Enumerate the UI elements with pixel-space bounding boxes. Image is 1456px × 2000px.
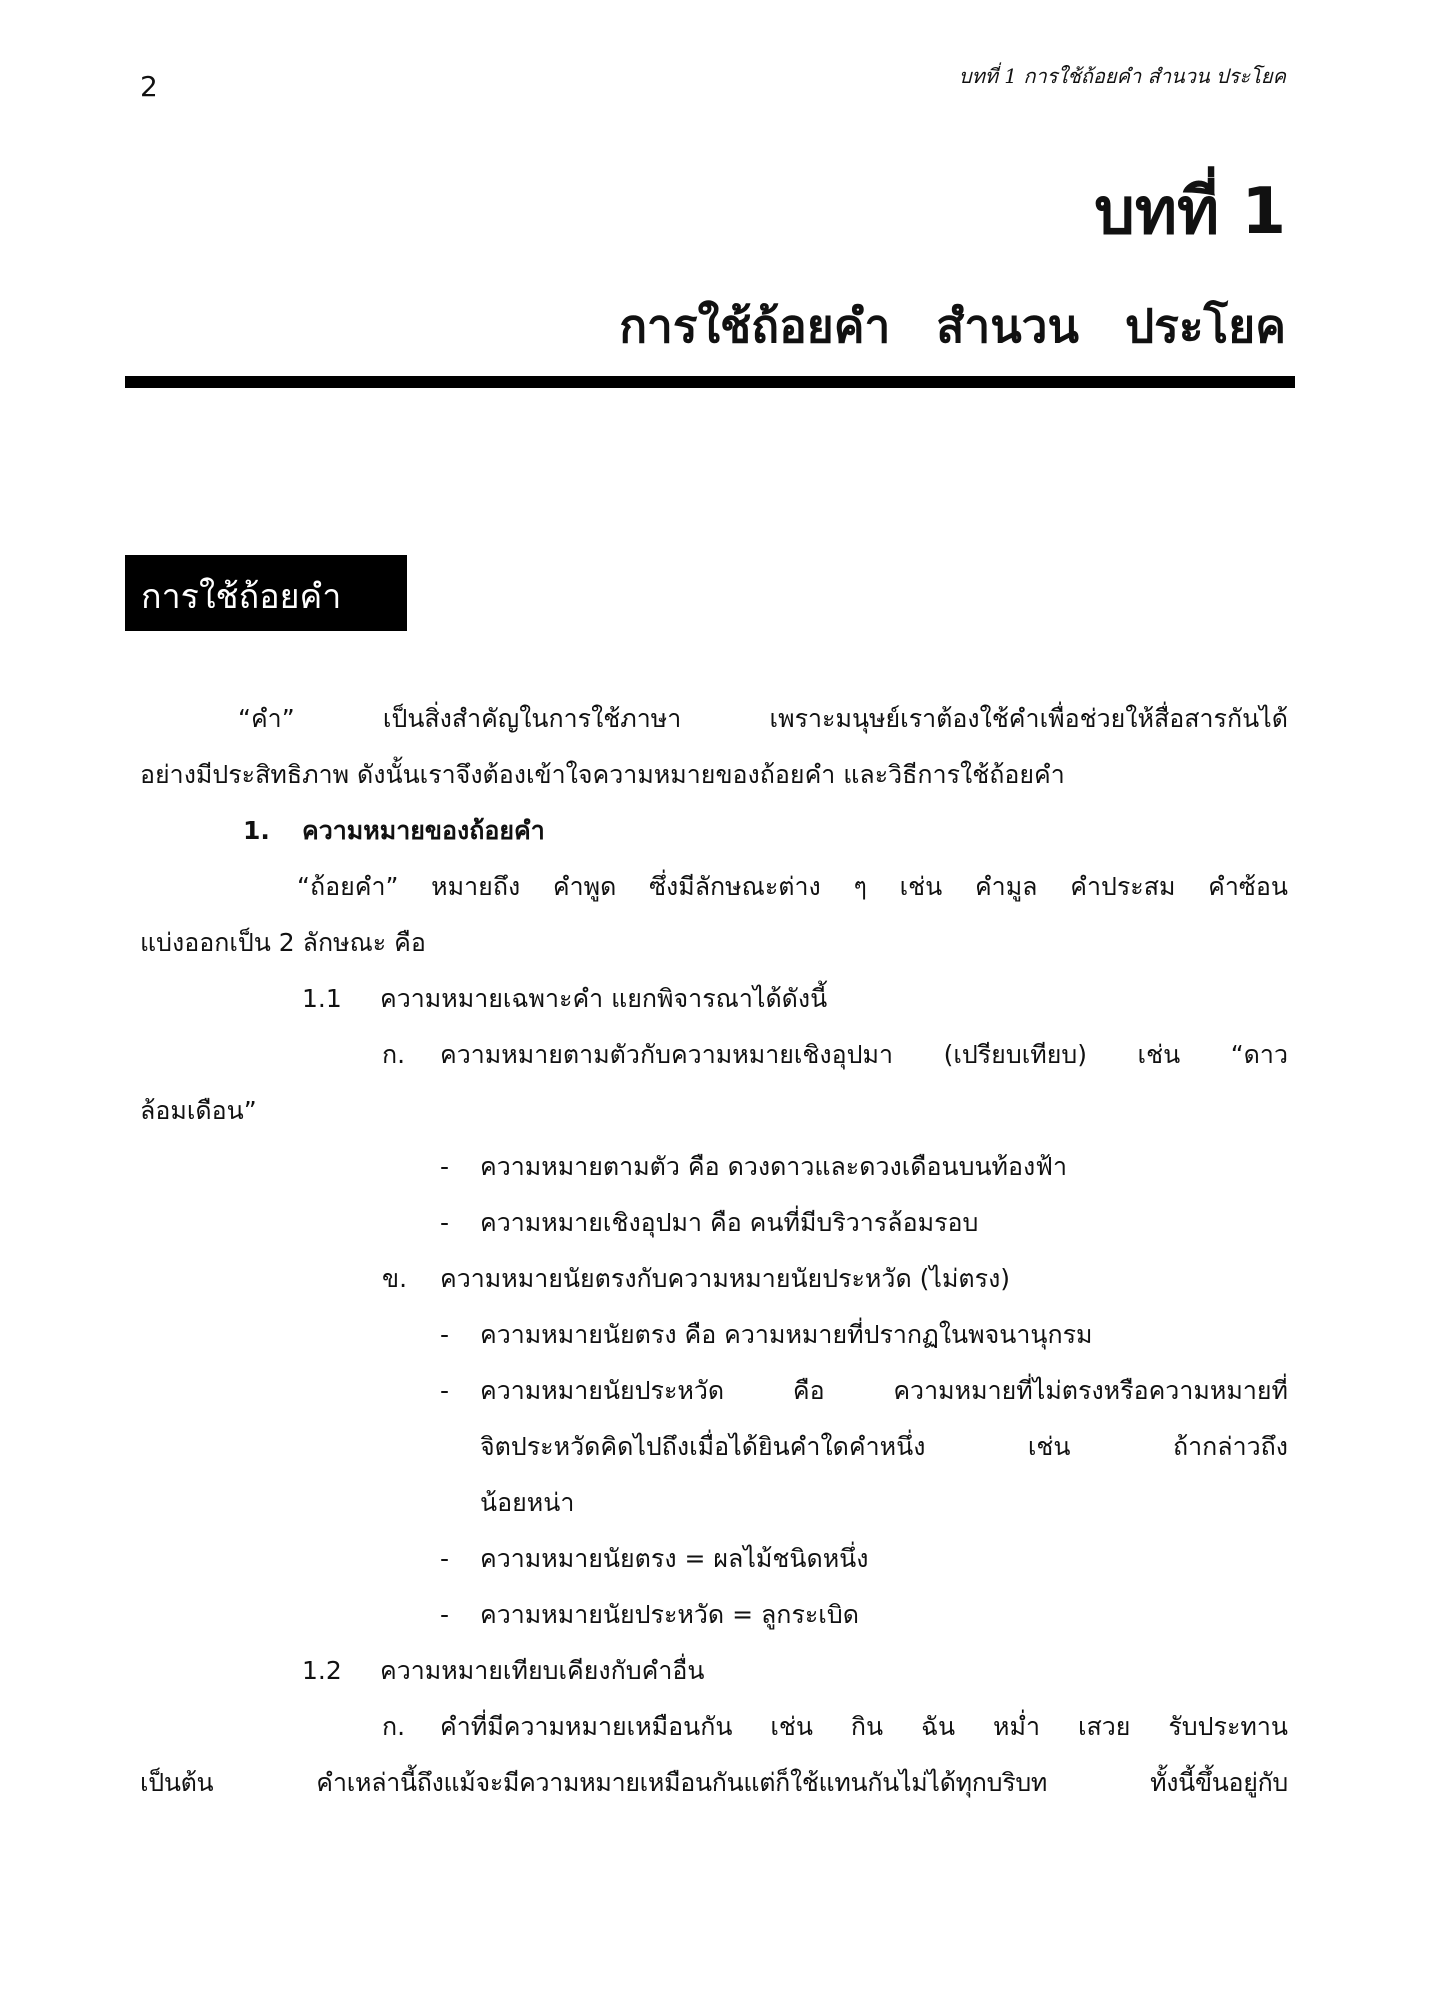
subsection-title: ความหมายของถ้อยคำ (302, 816, 545, 845)
bullet-text: น้อยหน่า (480, 1488, 575, 1517)
page-number: 2 (140, 70, 158, 103)
bullet-marker: - (440, 1208, 450, 1237)
bullet-marker: - (440, 1376, 450, 1405)
body-line: ความหมายนัยตรงกับความหมายนัยประหวัด (ไม่ตรง) (440, 1264, 1011, 1293)
title-rule (125, 376, 1295, 388)
bullet-marker: - (440, 1152, 450, 1181)
body-line: อย่างมีประสิทธิภาพ ดังนั้นเราจึงต้องเข้าใจความหมายของถ้อยคำ และวิธีการใช้ถ้อยคำ (140, 760, 1065, 789)
body-line: ความหมายตามตัวกับความหมายเชิงอุปมา (เปรียบเทียบ) เช่น “ดาว (440, 1040, 1288, 1069)
body-line: ล้อมเดือน” (140, 1096, 257, 1125)
running-header: บทที่ 1 การใช้ถ้อยคำ สำนวน ประโยค (958, 64, 1286, 88)
bullet-text: ความหมายเชิงอุปมา คือ คนที่มีบริวารล้อมรอบ (480, 1208, 979, 1237)
section-heading: การใช้ถ้อยคำ (141, 577, 342, 617)
bullet-marker: - (440, 1320, 450, 1349)
item-title: ความหมายเทียบเคียงกับคำอื่น (380, 1656, 705, 1685)
bullet-text: ความหมายนัยตรง คือ ความหมายที่ปรากฏในพจนานุกรม (480, 1320, 1093, 1349)
list-marker: ข. (382, 1264, 408, 1293)
section-heading-box (125, 555, 407, 631)
item-number: 1.1 (302, 984, 342, 1013)
bullet-marker: - (440, 1600, 450, 1629)
body-line: แบ่งออกเป็น 2 ลักษณะ คือ (140, 928, 426, 957)
body-line: เป็นต้น คำเหล่านี้ถึงแม้จะมีความหมายเหมือนกันแต่ก็ใช้แทนกันไม่ได้ทุกบริบท ทั้งนี้ขึ้นอยู่กับ (140, 1768, 1288, 1797)
bullet-text: ความหมายนัยประหวัด = ลูกระเบิด (480, 1600, 859, 1629)
bullet-marker: - (440, 1544, 450, 1573)
bullet-text: จิตประหวัดคิดไปถึงเมื่อได้ยินคำใดคำหนึ่ง เช่น ถ้ากล่าวถึง (480, 1432, 1288, 1461)
chapter-title: การใช้ถ้อยคำ สำนวน ประโยค (619, 299, 1286, 353)
bullet-text: ความหมายตามตัว คือ ดวงดาวและดวงเดือนบนท้องฟ้า (480, 1152, 1067, 1181)
body-line: คำที่มีความหมายเหมือนกัน เช่น กิน ฉัน หม่ำ เสวย รับประทาน (440, 1712, 1288, 1741)
item-number: 1.2 (302, 1656, 342, 1685)
bullet-text: ความหมายนัยประหวัด คือ ความหมายที่ไม่ตรงหรือความหมายที่ (480, 1376, 1288, 1405)
list-marker: ก. (382, 1040, 406, 1069)
body-line: “ถ้อยคำ” หมายถึง คำพูด ซึ่งมีลักษณะต่าง ๆ เช่น คำมูล คำประสม คำซ้อน (297, 872, 1288, 901)
chapter-number: บทที่ 1 (1094, 175, 1286, 249)
list-marker: ก. (382, 1712, 406, 1741)
subsection-number: 1. (243, 816, 270, 845)
body-line: “คำ” เป็นสิ่งสำคัญในการใช้ภาษา เพราะมนุษย์เราต้องใช้คำเพื่อช่วยให้สื่อสารกันได้ (238, 704, 1288, 733)
item-title: ความหมายเฉพาะคำ แยกพิจารณาได้ดังนี้ (380, 984, 828, 1013)
bullet-text: ความหมายนัยตรง = ผลไม้ชนิดหนึ่ง (480, 1544, 869, 1573)
